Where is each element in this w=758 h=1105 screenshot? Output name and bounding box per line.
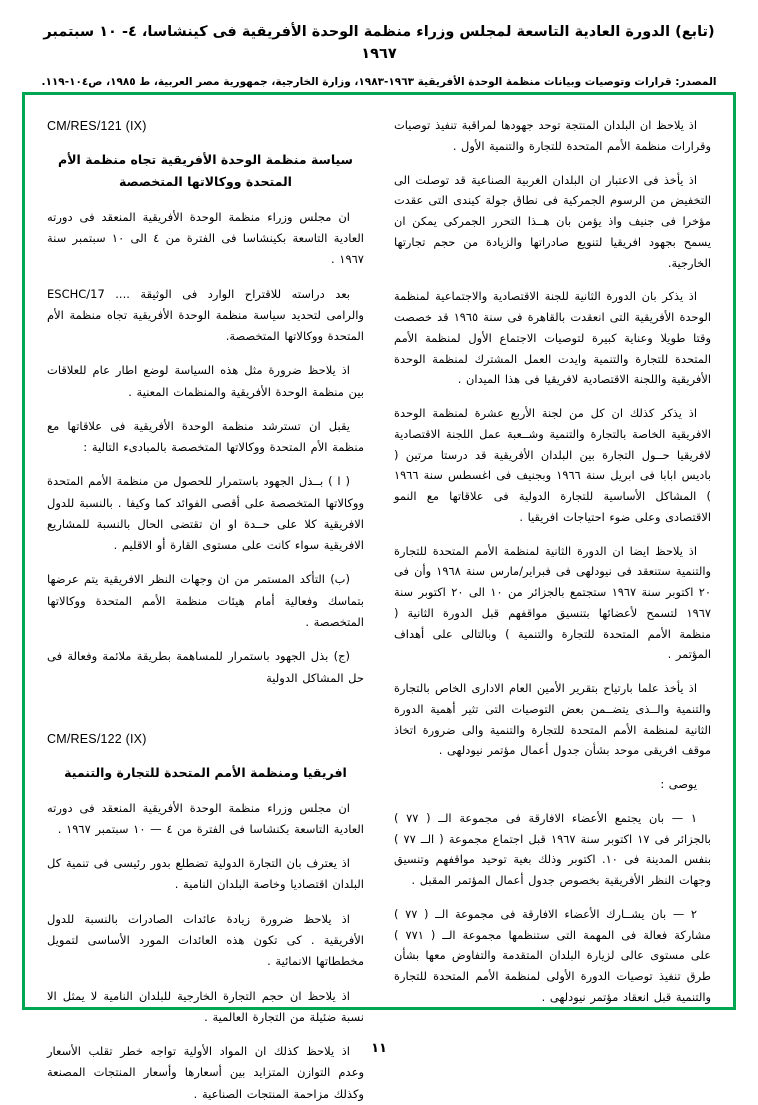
paragraph: اذ يلاحظ ضرورة مثل هذه السياسة لوضع اطار عام للعلاقات بين منظمة الوحدة الأفريقية والمنظمات المعنية .	[47, 363, 364, 399]
resolution-title: سياسة منظمة الوحدة الأفريقية تجاه منظمة الأم المتحدة ووكالاتها المتخصصة	[58, 152, 353, 189]
paragraph: اذ يعترف بان التجارة الدولية تضطلع بدور رئيسى فى تنمية كل البلدان اقتصاديا وخاصة البلدان النامية .	[47, 856, 364, 892]
page-title: (تابع) الدورة العادية التاسعة لمجلس وزراء منظمة الوحدة الأفريقية فى كينشاسا، ٤- ١٠ سبتمبر ١٩٦٧	[43, 24, 715, 62]
paragraph: بعد دراسته للاقتراح الوارد فى الوثيقة .... ESCHC/17 والرامى لتحديد سياسة منظمة الوحدة الأفريقية تجاه منظمة الأم المتحدة ووكالاتها المتخصصة.	[47, 286, 364, 344]
paragraph: اذ يأخذ فى الاعتبار ان البلدان الغربية الصناعية قد توصلت الى التخفيض من الرسوم الجمركية فى نطاق جولة كيندى التى عقدت مؤخرا فى جنيف واذ يؤمن بان هــذا التحرر الجمركى يمكن ان يسمح بجهود افريقيا لتنويع صادراتها والزيادة من حجم تجارتها الخارجية.	[394, 172, 711, 270]
resolution-id: CM/RES/122 (IX)	[47, 731, 147, 746]
paragraph: ( ا ) بــذل الجهود باستمرار للحصول من منظمة الأمم المتحدة ووكالاتها المتخصصة على أقصى الفوائد كما وكيفا . بالنسبة للدول الافريقية كلا على حــدة او ان تقتضى الحال بالنسبة للمشاريع الافريقية سواء كانت على مستوى القارة أو الاقليم .	[47, 474, 364, 553]
paragraph: يوصى :	[660, 777, 697, 791]
paragraph: ٢ — بان يشــارك الأعضاء الافارقة فى مجموعة الــ ( ٧٧ ) مشاركة فعالة فى المهمة التى ستنظمها مجموعة الــ ( ٧٧١ ) على مستوى عالى لزيارة البلدان المتقدمة والتفاوض معها بشأن طرق تنفيذ توصيات الدورة الأولى لمنظمة الأمم المتحدة للتجارة والتنمية قبل انعقاد مؤتمر نيودلهى .	[394, 906, 711, 1004]
paragraph: اذ يأخذ علما بارتياح بتقرير الأمين العام الادارى الخاص بالتجارة والتنمية والــذى يتضــمن بعض التوصيات التى تثير أهمية الدورة الثانية لمنظمة الأمم المتحدة للتجارة والتنمية والى ضرورة اتخاذ موقف افريقى موحد بشأن جدول أعمال مؤتمر نيودلهى .	[394, 681, 711, 758]
paragraph: اذ يذكر بان الدورة الثانية للجنة الاقتصادية والاجتماعية لمنظمة الوحدة الأفريقية التى انعقدت بالقاهرة فى سنة ١٩٦٥ قد خصصت وقتا طويلا وعناية كبيرة لتوصيات الاجتماع الأول لمنظمة الأمم المتحدة للتجارة والتنمية وايدت العمل المشترك لمنظمة الوحدة الأفريقية واللجنة الاقتصادية لافريقيا فى هذا الميدان .	[394, 289, 711, 387]
paragraph: ان مجلس وزراء منظمة الوحدة الأفريقية المنعقد فى دورته العادية التاسعة بكينشاسا فى الفترة من ٤ الى ١٠ سبتمبر سنة ١٩٦٧ .	[47, 209, 364, 267]
paragraph: (ج) بذل الجهود باستمرار للمساهمة بطريقة ملائمة وفعالة فى حل المشاكل الدولية	[47, 649, 364, 685]
paragraph: اذ يلاحظ كذلك ان المواد الأولية تواجه خطر تقلب الأسعار وعدم التوازن المتزايد بين أسعارها وأسعار المنتجات المصنعة وكذلك مزاحمة المنتجات الصناعية .	[47, 1044, 364, 1101]
paragraph: اذ يلاحظ ضرورة زيادة عائدات الصادرات بالنسبة للدول الأفريقية . كى تكون هذه العائدات المورد الأساسى لتمويل مخططاتها الانمائية .	[47, 911, 364, 969]
source-note: المصدر: قرارات وتوصيات وبيانات منظمة الوحدة الأفريقية ١٩٦٣-١٩٨٣، وزارة الخارجية، جمهورية مصر العربية، ط ١٩٨٥، ص١٠٤-١١٩.	[41, 75, 717, 88]
page-header	[0, 0, 758, 90]
paragraph: اذ يلاحظ ايضا ان الدورة الثانية لمنظمة الأمم المتحدة للتجارة والتنمية ستنعقد فى نيودلهى فى فبراير/مارس سنة ١٩٦٨ وأن فى ٢٠ اكتوبر سنة ١٩٦٧ ستجتمع بالجزائر من ١٠ الى ٢٠ اكتوبر سنة ١٩٦٧ لتسمح لأعضائها بتنسيق مواقفهم قبل الدورة الثانية ( منظمة الأمم المتحدة للتجارة والتنمية ) وبالتالى على أهداف المؤتمر .	[394, 543, 712, 662]
paragraph: (ب) التأكد المستمر من ان وجهات النظر الافريقية يتم عرضها بتماسك وفعالية أمام هيئات منظمة الأمم المتحدة ووكالاتها المتخصصة .	[47, 572, 364, 629]
page-number: ١١	[371, 1041, 387, 1056]
right-column	[47, 115, 364, 1101]
paragraph: يقبل ان تسترشد منظمة الوحدة الأفريقية فى علاقاتها مع منظمة الأم المتحدة ووكالاتها المتخصصة بالمبادىء التالية :	[47, 418, 364, 455]
paragraph: ١ — بان يجتمع الأعضاء الافارقة فى مجموعة الــ ( ٧٧ ) بالجزائر فى ١٧ اكتوبر سنة ١٩٦٧ قبل اجتماع مجموعة ( الــ ٧٧ ) بنفس المدينة فى ١٠. اكتوبر وذلك بغية توحيد مواقفهم وتنسيق وجهات النظر الأفريقية بخصوص جدول أعمال المؤتمر المقبل .	[394, 810, 711, 887]
left-column	[394, 115, 712, 1004]
paragraph: اذ يلاحظ ان البلدان المنتجة توحد جهودها لمراقبة تنفيذ توصيات وقرارات منظمة الأمم المتحدة للتجارة والتنمية الأول .	[394, 118, 711, 153]
paragraph: اذ يلاحظ ان حجم التجارة الخارجية للبلدان النامية لا يمثل الا نسبة ضئيلة من التجارة العالمية .	[47, 988, 364, 1024]
section-spacer	[47, 702, 364, 728]
resolution-id: CM/RES/121 (IX)	[47, 119, 147, 133]
paragraph: اذ يذكر كذلك ان كل من لجنة الأربع عشرة لمنظمة الوحدة الافريقية الخاصة بالتجارة والتنمية وشــعبة عمل اللجنة الاقتصادية لافريقيا حــول التجارة بين البلدان الأفريقية قد درستا مرتين ( باديس ابابا فى ابريل سنة ١٩٦٦ وبجنيف فى اغسطس سنة ١٩٦٦ ) المشاكل الأساسية للتجارة الدولية فى علاقاتها مع النمو الاقتصادى وعلى ضوء احتياجات افريقيا .	[394, 406, 711, 524]
resolution-title: افريقيا ومنظمة الأمم المتحدة للتجارة والتنمية	[64, 764, 347, 780]
paragraph: ان مجلس وزراء منظمة الوحدة الأفريقية المنعقد فى دورته العادية التاسعة بكنشاسا فى الفترة من ٤ — ١٠ سبتمبر ١٩٦٧ .	[47, 800, 364, 836]
